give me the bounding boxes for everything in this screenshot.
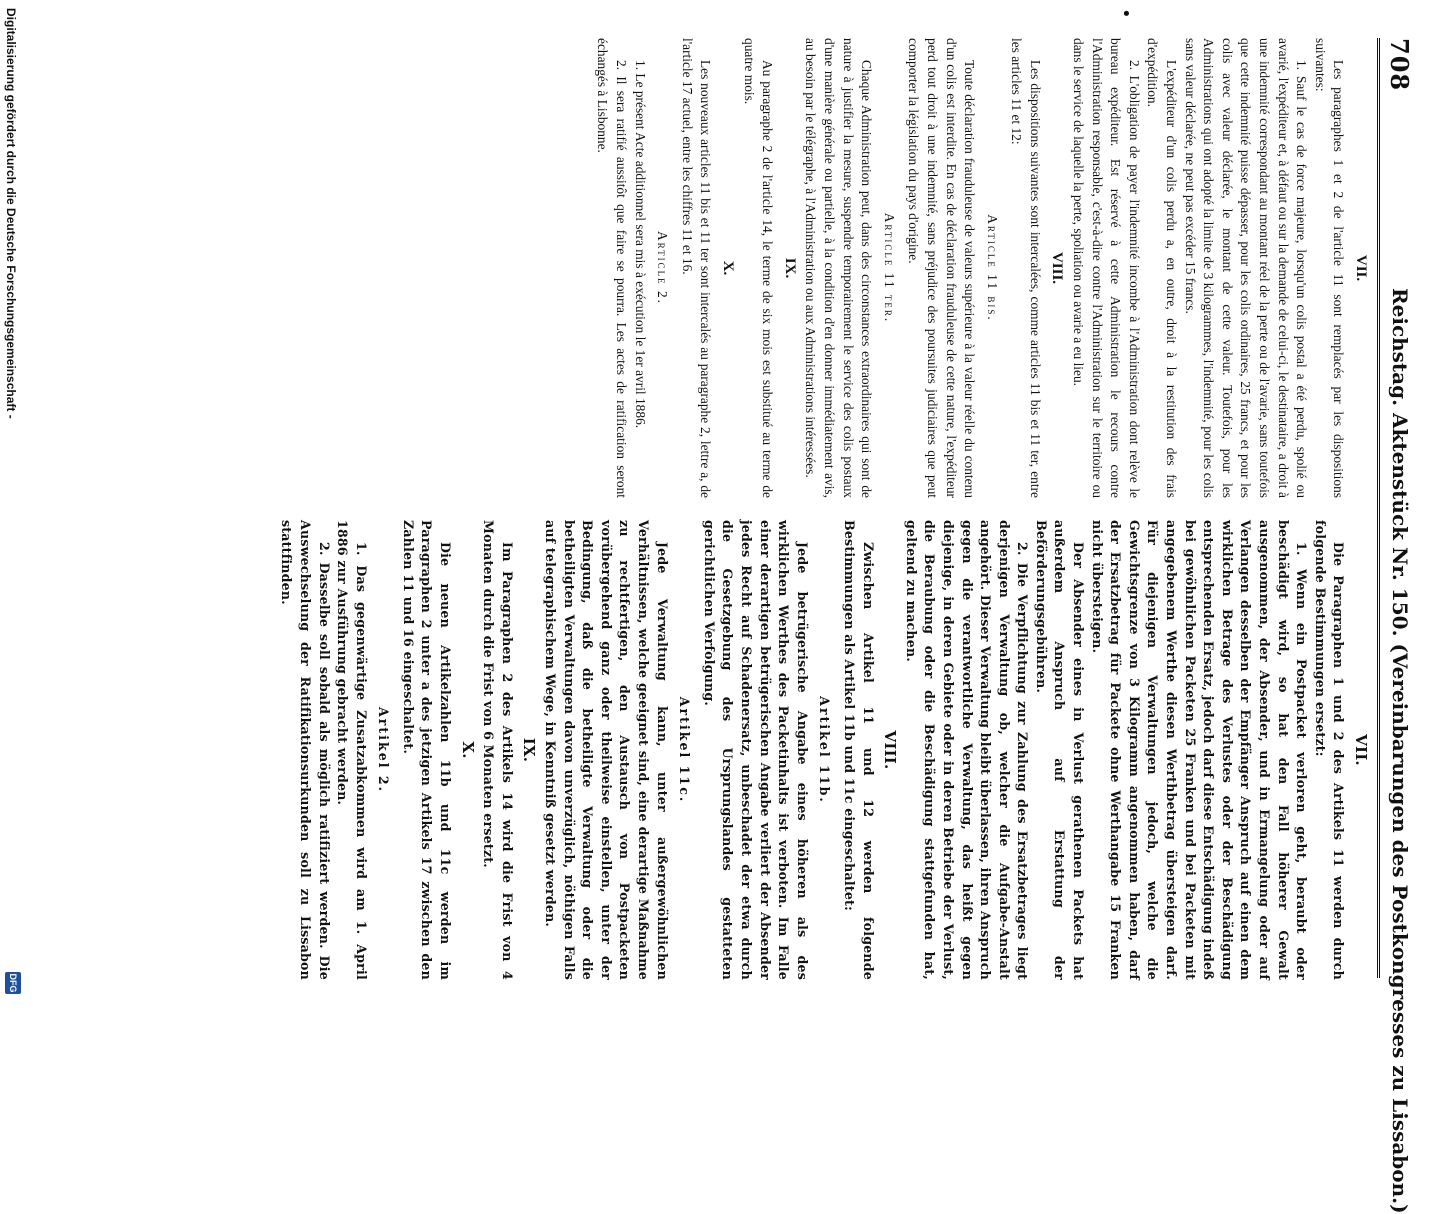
fr-article-11bis-heading: Article 11 bis. bbox=[984, 214, 1000, 322]
de-article-2-para-1: 1. Das gegenwärtige Zusatzabkommen wird am 1. April 1886 zur Ausführung gebracht werden. bbox=[335, 520, 369, 980]
de-section-ix-text: Im Paragraphen 2 des Artikels 14 wird die Frist von 4 Monaten durch die Frist von 6 Monaten ersetzt. bbox=[481, 520, 515, 980]
fr-article-11ter-text: Chaque Administration peut, dans des circonstances extraordinaires qui sont de nature à justifier la mesure, suspendre temporairement le service des colis postaux d'une manière générale ou partielle, à la condition d'en donner immédiatement avis, au besoin par le télégraphe, à l'Administration ou aux Administrations intéressées. bbox=[803, 38, 875, 498]
fr-article-2-para-2: 2. Il sera ratifié aussitôt que faire se pourra. Les actes de ratification seront échangés à Lisbonne. bbox=[595, 38, 630, 498]
fr-section-viii-intro: Les dispositions suivantes sont intercalées, comme articles 11 bis et 11 ter, entre les articles 11 et 12: bbox=[1009, 38, 1043, 498]
de-section-vii-heading: VII. bbox=[1352, 734, 1370, 766]
fr-section-vii-intro: Les paragraphes 1 et 2 de l'article 11 sont remplacés par les dispositions suivantes: bbox=[1312, 38, 1347, 498]
fr-section-vii-para-2: L'expéditeur d'un colis perdu a, en outre, droit à la restitution des frais d'expédition. bbox=[1145, 38, 1180, 498]
de-section-x-text: Die neuen Artikelzahlen 11b und 11c werden im Paragraphen 2 unter a des jetzigen Artikels 17 zwischen den Zahlen 11 und 16 eingeschaltet. bbox=[400, 520, 454, 980]
digitization-footer bbox=[0, 0, 32, 1000]
de-article-2-heading: Artikel 2. bbox=[376, 706, 392, 794]
french-column bbox=[593, 38, 1372, 498]
de-article-11c-text: Jede Verwaltung kann, unter außergewöhnlichen Verhältnissen, welche geeignet sind, eine derartige Maßnahme zu rechtfertigen, den Austausch von Postpacketen vorübergehend ganz oder theilweise einstellen, unter der Bedingung, daß die betheiligte Verwaltung oder die betheiligten Verwaltungen davon unverzüglich, nöthigen Falls auf telegraphischem Wege, in Kenntniß gesetzt werden. bbox=[543, 520, 670, 980]
margin-mark: • bbox=[1115, 8, 1136, 19]
fr-section-x-text: Les nouveaux articles 11 bis et 11 ter sont intercalés au paragraphe 2, lettre a, de l'article 17 actuel, entre les chiffres 11 et 16. bbox=[679, 38, 714, 498]
page-header bbox=[1377, 38, 1416, 1214]
de-section-viii-intro: Zwischen Artikel 11 und 12 werden folgende Bestimmungen als Artikel 11b und 11c eingeschaltet: bbox=[841, 520, 876, 980]
fr-section-vii-heading: VII. bbox=[1353, 254, 1369, 282]
fr-section-viii-heading: VIII. bbox=[1049, 251, 1066, 285]
fr-article-11bis-text: Toute déclaration frauduleuse de valeurs supérieure à la valeur réelle du contenu d'un colis est interdite. En cas de déclaration frauduleuse de cette nature, l'expéditeur perd tout droit à une indemnité, sans préjudice des poursuites judiciaires que peut comporter la législation du pays d'origine. bbox=[906, 38, 978, 498]
de-section-ix-heading: IX. bbox=[520, 737, 539, 763]
fr-article-11ter-heading: Article 11 ter. bbox=[881, 212, 897, 324]
de-article-11b-heading: Artikel 11b. bbox=[817, 696, 833, 804]
de-section-x-heading: X. bbox=[458, 741, 477, 759]
fr-section-ix-text: Au paragraphe 2 de l'article 14, le terme de six mois est substitué au terme de quatre mois. bbox=[741, 38, 776, 498]
german-column bbox=[277, 520, 1372, 980]
de-section-vii-para-1: 1. Wenn ein Postpacket verloren geht, beraubt oder beschädigt wird, so hat den Fall höherer Gewalt ausgenommen, der Absender, und in Ermangelung oder auf Verlangen desselben der Empfänger Anspruch auf einen dem wirklichen Betrage des Verlustes oder der Beschädigung entsprechenden Ersatz, jedoch darf diese Entschädigung indeß bei gewöhnlichen Packeten 25 Franken und bei Packeten mit angegebenem Werthe diesen Werthbetrag übersteigen darf. Für diejenigen Verwaltungen jedoch, welche die Gewichtsgrenze von 3 Kilogramm angenommen haben, darf der Ersatzbetrag für Packete ohne Werthangabe 15 Franken nicht übersteigen. bbox=[1089, 520, 1310, 980]
fr-section-vii-para-3: 2. L'obligation de payer l'indemnité incombe à l'Administration dont relève le bureau expéditeur. Est réservé à cette Administration le recours contre l'Administration responsable, c'est-à-dire contre l'Administration sur le territoire ou dans le service de laquelle la perte, spoliation ou avarie a eu lieu. bbox=[1071, 38, 1142, 498]
running-title: Reichstag. Aktenstück Nr. 150. (Vereinbarungen des Postkongresses zu Lissabon.) bbox=[1388, 288, 1412, 1214]
de-article-11b-text: Jede betrügerische Angabe eines höheren als des wirklichen Werthes des Packetinhalts ist verboten. Im Falle einer derartigen betrügerischen Angabe verliert der Absender jedes Recht auf Schadenersatz, unbeschadet der etwa durch die Gesetzgebung des Ursprungslandes gestatteten gerichtlichen Verfolgung. bbox=[701, 520, 810, 980]
de-section-vii-para-3: 2. Die Verpflichtung zur Zahlung des Ersatzbetrages liegt derjenigen Verwaltung ob, welcher die Aufgabe-Anstalt angehört. Dieser Verwaltung bleibt überlassen, ihren Anspruch gegen die verantwortliche Verwaltung, das heißt gegen diejenige, in deren Gebiete oder in deren Betriebe der Verlust, die Beraubung oder die Beschädigung stattgefunden hat, geltend zu machen. bbox=[903, 520, 1031, 980]
fr-article-2-para-1: 1. Le présent Acte additionnel sera mis à exécution le 1er avril 1886. bbox=[632, 60, 648, 429]
dfg-logo[interactable]: DFG bbox=[5, 972, 21, 994]
de-section-viii-heading: VIII. bbox=[881, 730, 900, 770]
de-article-11c-heading: Artikel 11c. bbox=[677, 696, 693, 804]
page-number: 708 bbox=[1385, 38, 1414, 92]
fr-section-vii-para-1: 1. Sauf le cas de force majeure, lorsqu'un colis postal a été perdu, spolié ou avarié, l'expéditeur et, à défaut ou sur la demande de celui-ci, le destinataire, a droit à une indemnité correspondant au montant réel de la perte ou de l'avarie, sans toutefois que cette indemnité puisse dépasser, pour les colis ordinaires, 25 francs, et pour les colis avec valeur déclarée, le montant de cette valeur. Toutefois, pour les Administrations qui ont adopté la limite de 3 kilogrammes, l'indemnité, pour les colis sans valeur déclarée, ne peut pas excéder 15 francs. bbox=[1182, 38, 1310, 498]
de-article-2-para-2: 2. Dasselbe soll sobald als möglich ratifiziert werden. Die Auswechselung der Ratifikationsurkunden soll zu Lissabon stattfinden. bbox=[279, 520, 332, 980]
de-section-vii-para-2: Der Absender eines in Verlust gerathenen Packets hat außerdem Anspruch auf Erstattung der Beförderungsgebühren. bbox=[1033, 520, 1087, 980]
fr-section-ix-heading: IX. bbox=[781, 257, 798, 279]
de-section-vii-intro: Die Paragraphen 1 und 2 des Artikels 11 werden durch folgende Bestimmungen ersetzt: bbox=[1312, 520, 1347, 980]
funding-credit: Digitalisierung gefördert durch die Deutsche Forschungsgemeinschaft - bbox=[4, 8, 18, 419]
fr-section-x-heading: X. bbox=[720, 260, 736, 276]
fr-article-2-heading: Article 2. bbox=[655, 230, 671, 306]
